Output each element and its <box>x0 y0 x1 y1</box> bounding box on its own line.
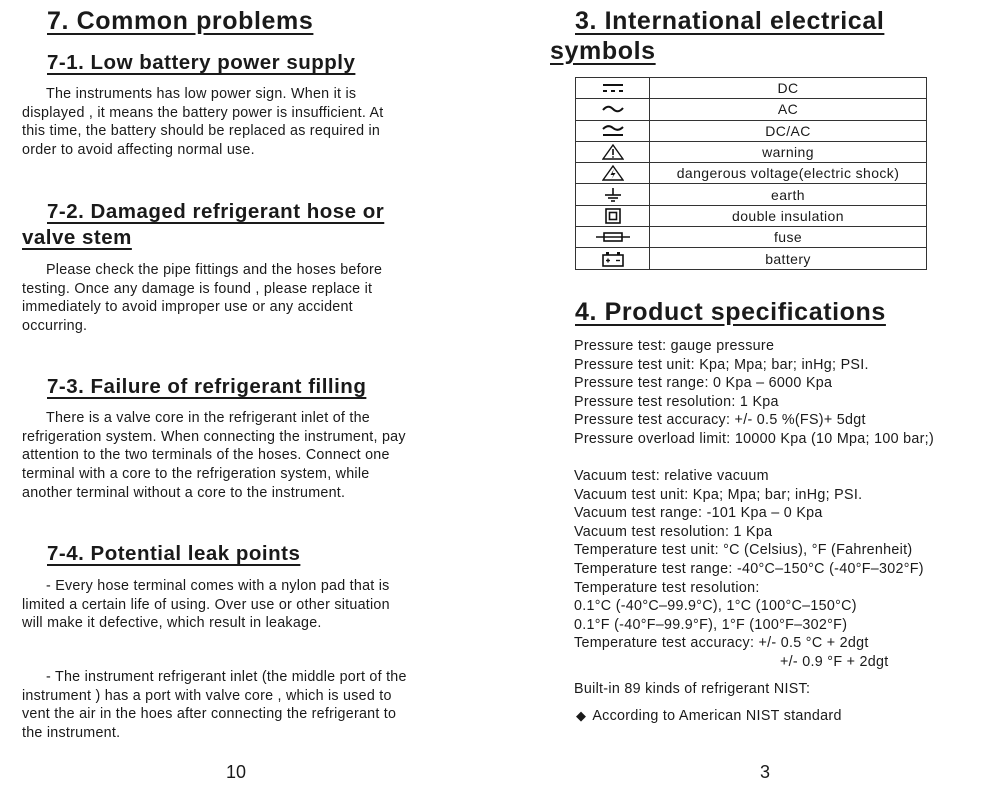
shock-icon <box>602 165 624 181</box>
table-row <box>576 163 927 184</box>
text-line: limited a certain life of using. Over use or other situation <box>22 596 390 613</box>
symbol-label: double insulation <box>650 205 927 226</box>
paragraph-7-4-b <box>22 668 462 743</box>
text-line: the instrument. <box>22 725 121 742</box>
text-line: another terminal without a core to the instrument. <box>22 484 346 501</box>
symbol-label: DC <box>650 78 927 99</box>
specs-block-pressure <box>574 337 934 449</box>
battery-icon <box>602 251 624 267</box>
text-line: There is a valve core in the refrigerant inlet of the <box>46 410 370 426</box>
text-line: displayed , it means the battery power is insufficient. At <box>22 104 384 121</box>
text-line: attention to the two terminals of the hoses. Connect one <box>22 447 390 464</box>
heading-7-2-line2: valve stem <box>22 226 132 249</box>
table-row <box>576 120 927 141</box>
paragraph-7-4-a <box>22 577 462 633</box>
symbols-title-line1: 3. International electrical <box>575 7 885 35</box>
page-number-left: 10 <box>226 762 247 782</box>
page-number-right: 3 <box>760 762 771 782</box>
spec-line: Temperature test resolution: <box>574 579 760 596</box>
paragraph-7-2 <box>22 261 462 336</box>
table-row <box>576 99 927 120</box>
chapter-title-common-problems: 7. Common problems <box>47 7 314 35</box>
text-line: - Every hose terminal comes with a nylon pad that is <box>46 578 390 594</box>
symbols-title-line2: symbols <box>550 37 656 65</box>
dc-icon <box>601 82 625 94</box>
spec-line: 0.1°C (-40°C–99.9°C), 1°C (100°C–150°C) <box>574 598 857 615</box>
specs-title: 4. Product specifications <box>575 298 886 326</box>
symbols-table <box>575 77 927 270</box>
specs-block-vacuum-temperature <box>574 467 924 672</box>
dc-ac-icon <box>601 124 625 138</box>
heading-7-4: 7-4. Potential leak points <box>47 542 301 565</box>
spec-line: Pressure test: gauge pressure <box>574 338 775 354</box>
spec-line: +/- 0.9 °F + 2dgt <box>780 653 889 670</box>
earth-icon <box>603 187 623 203</box>
symbol-label: fuse <box>650 227 927 248</box>
double-insulation-icon <box>605 208 621 224</box>
paragraph-7-3 <box>22 409 467 503</box>
text-line: immediately to avoid improper use or any accident <box>22 299 353 316</box>
spec-line: Pressure test unit: Kpa; Mpa; bar; inHg; PSI. <box>574 356 869 373</box>
fuse-icon <box>595 231 631 243</box>
text-line: occurring. <box>22 318 88 335</box>
text-line: refrigeration system. When connecting the instrument, pay <box>22 428 406 445</box>
symbol-label: battery <box>650 248 927 269</box>
text-line: Please check the pipe fittings and the hoses before <box>46 262 383 278</box>
table-row <box>576 184 927 205</box>
bullet-text: According to American NIST standard <box>592 708 842 724</box>
spec-line: Vacuum test: relative vacuum <box>574 468 769 484</box>
nist-line: Built-in 89 kinds of refrigerant NIST: <box>574 681 811 697</box>
ac-icon <box>601 103 625 115</box>
spec-line: 0.1°F (-40°F–99.9°F), 1°F (100°F–302°F) <box>574 616 848 633</box>
spec-line: Pressure test accuracy: +/- 0.5 %(FS)+ 5dgt <box>574 412 866 429</box>
text-line: - The instrument refrigerant inlet (the middle port of the <box>46 669 407 685</box>
table-row <box>576 227 927 248</box>
spec-line: Vacuum test unit: Kpa; Mpa; bar; inHg; PSI. <box>574 486 863 503</box>
text-line: terminal with a core to the refrigeration system, while <box>22 466 370 483</box>
heading-7-2-line1: 7-2. Damaged refrigerant hose or <box>47 200 385 223</box>
spec-line: Temperature test unit: °C (Celsius), °F (Fahrenheit) <box>574 542 913 559</box>
heading-7-1: 7-1. Low battery power supply <box>47 51 356 74</box>
spec-line: Temperature test accuracy: +/- 0.5 °C + 2dgt <box>574 635 869 652</box>
diamond-bullet-icon: ◆ <box>576 708 587 723</box>
table-row <box>576 141 927 162</box>
symbol-label: warning <box>650 141 927 162</box>
spec-line: Vacuum test resolution: 1 Kpa <box>574 523 773 540</box>
spec-line: Temperature test range: -40°C–150°C (-40°F–302°F) <box>574 560 924 577</box>
table-row <box>576 205 927 226</box>
symbol-label: earth <box>650 184 927 205</box>
spec-line: Pressure test resolution: 1 Kpa <box>574 393 779 410</box>
symbol-label: dangerous voltage(electric shock) <box>650 163 927 184</box>
text-line: instrument ) has a port with valve core , which is used to <box>22 687 392 704</box>
bullet-item <box>576 707 842 726</box>
text-line: this time, the battery should be replaced as required in <box>22 123 381 140</box>
symbol-label: AC <box>650 99 927 120</box>
text-line: vent the air in the hoes after connecting the refrigerant to <box>22 706 397 723</box>
table-row <box>576 78 927 99</box>
text-line: will make it defective, which result in leakage. <box>22 615 322 632</box>
warning-icon <box>602 144 624 160</box>
symbol-label: DC/AC <box>650 120 927 141</box>
spec-line: Pressure test range: 0 Kpa – 6000 Kpa <box>574 375 833 392</box>
text-line: The instruments has low power sign. When it is <box>46 86 357 102</box>
table-row <box>576 248 927 269</box>
paragraph-7-1 <box>22 85 462 160</box>
spec-line: Vacuum test range: -101 Kpa – 0 Kpa <box>574 505 823 522</box>
heading-7-3: 7-3. Failure of refrigerant filling <box>47 375 367 398</box>
spec-line: Pressure overload limit: 10000 Kpa (10 Mpa; 100 bar;) <box>574 430 935 447</box>
text-line: order to avoid affecting normal use. <box>22 142 255 159</box>
text-line: testing. Once any damage is found , please replace it <box>22 280 373 297</box>
